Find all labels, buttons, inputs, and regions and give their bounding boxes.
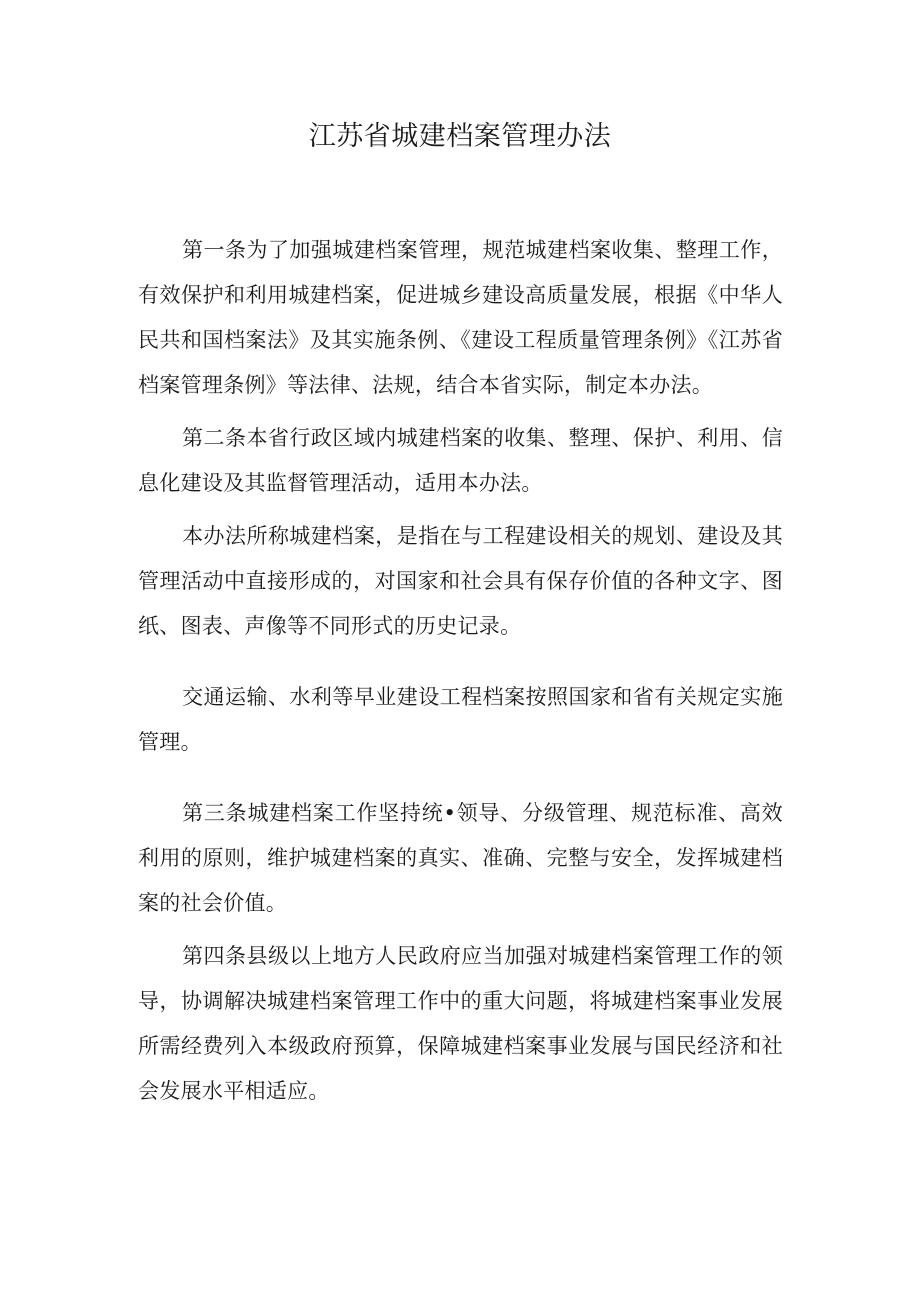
document-title: 江苏省城建档案管理办法 (308, 121, 612, 152)
paragraph-article-2: 第二条本省行政区域内城建档案的收集、整理、保护、利用、信息化建设及其监督管理活动，适用本办法。 (138, 426, 783, 495)
paragraph-article-4: 第四条县级以上地方人民政府应当加强对城建档案管理工作的领导，协调解决城建档案管理工作中的重大问题，将城建档案事业发展所需经费列入本级政府预算，保障城建档案事业发展与国民经济和社会发展水平相适应。 (138, 944, 783, 1103)
paragraph-definition: 本办法所称城建档案，是指在与工程建设相关的规划、建设及其管理活动中直接形成的，对国家和社会具有保存价值的各种文字、图纸、图表、声像等不同形式的历史记录。 (138, 524, 783, 638)
paragraph-article-1: 第一条为了加强城建档案管理，规范城建档案收集、整理工作，有效保护和利用城建档案，促进城乡建设高质量发展，根据《中华人民共和国档案法》及其实施条例、《建设工程质量管理条例》《江苏省档案管理条例》等法律、法规，结合本省实际，制定本办法。 (138, 238, 783, 397)
paragraph-article-3: 第三条城建档案工作坚持统•领导、分级管理、规范标准、高效利用的原则，维护城建档案的真实、准确、完整与安全，发挥城建档案的社会价值。 (138, 801, 783, 915)
document-body (138, 228, 783, 1114)
paragraph-exception: 交通运输、水利等早业建设工程档案按照国家和省有关规定实施管理。 (138, 685, 783, 754)
